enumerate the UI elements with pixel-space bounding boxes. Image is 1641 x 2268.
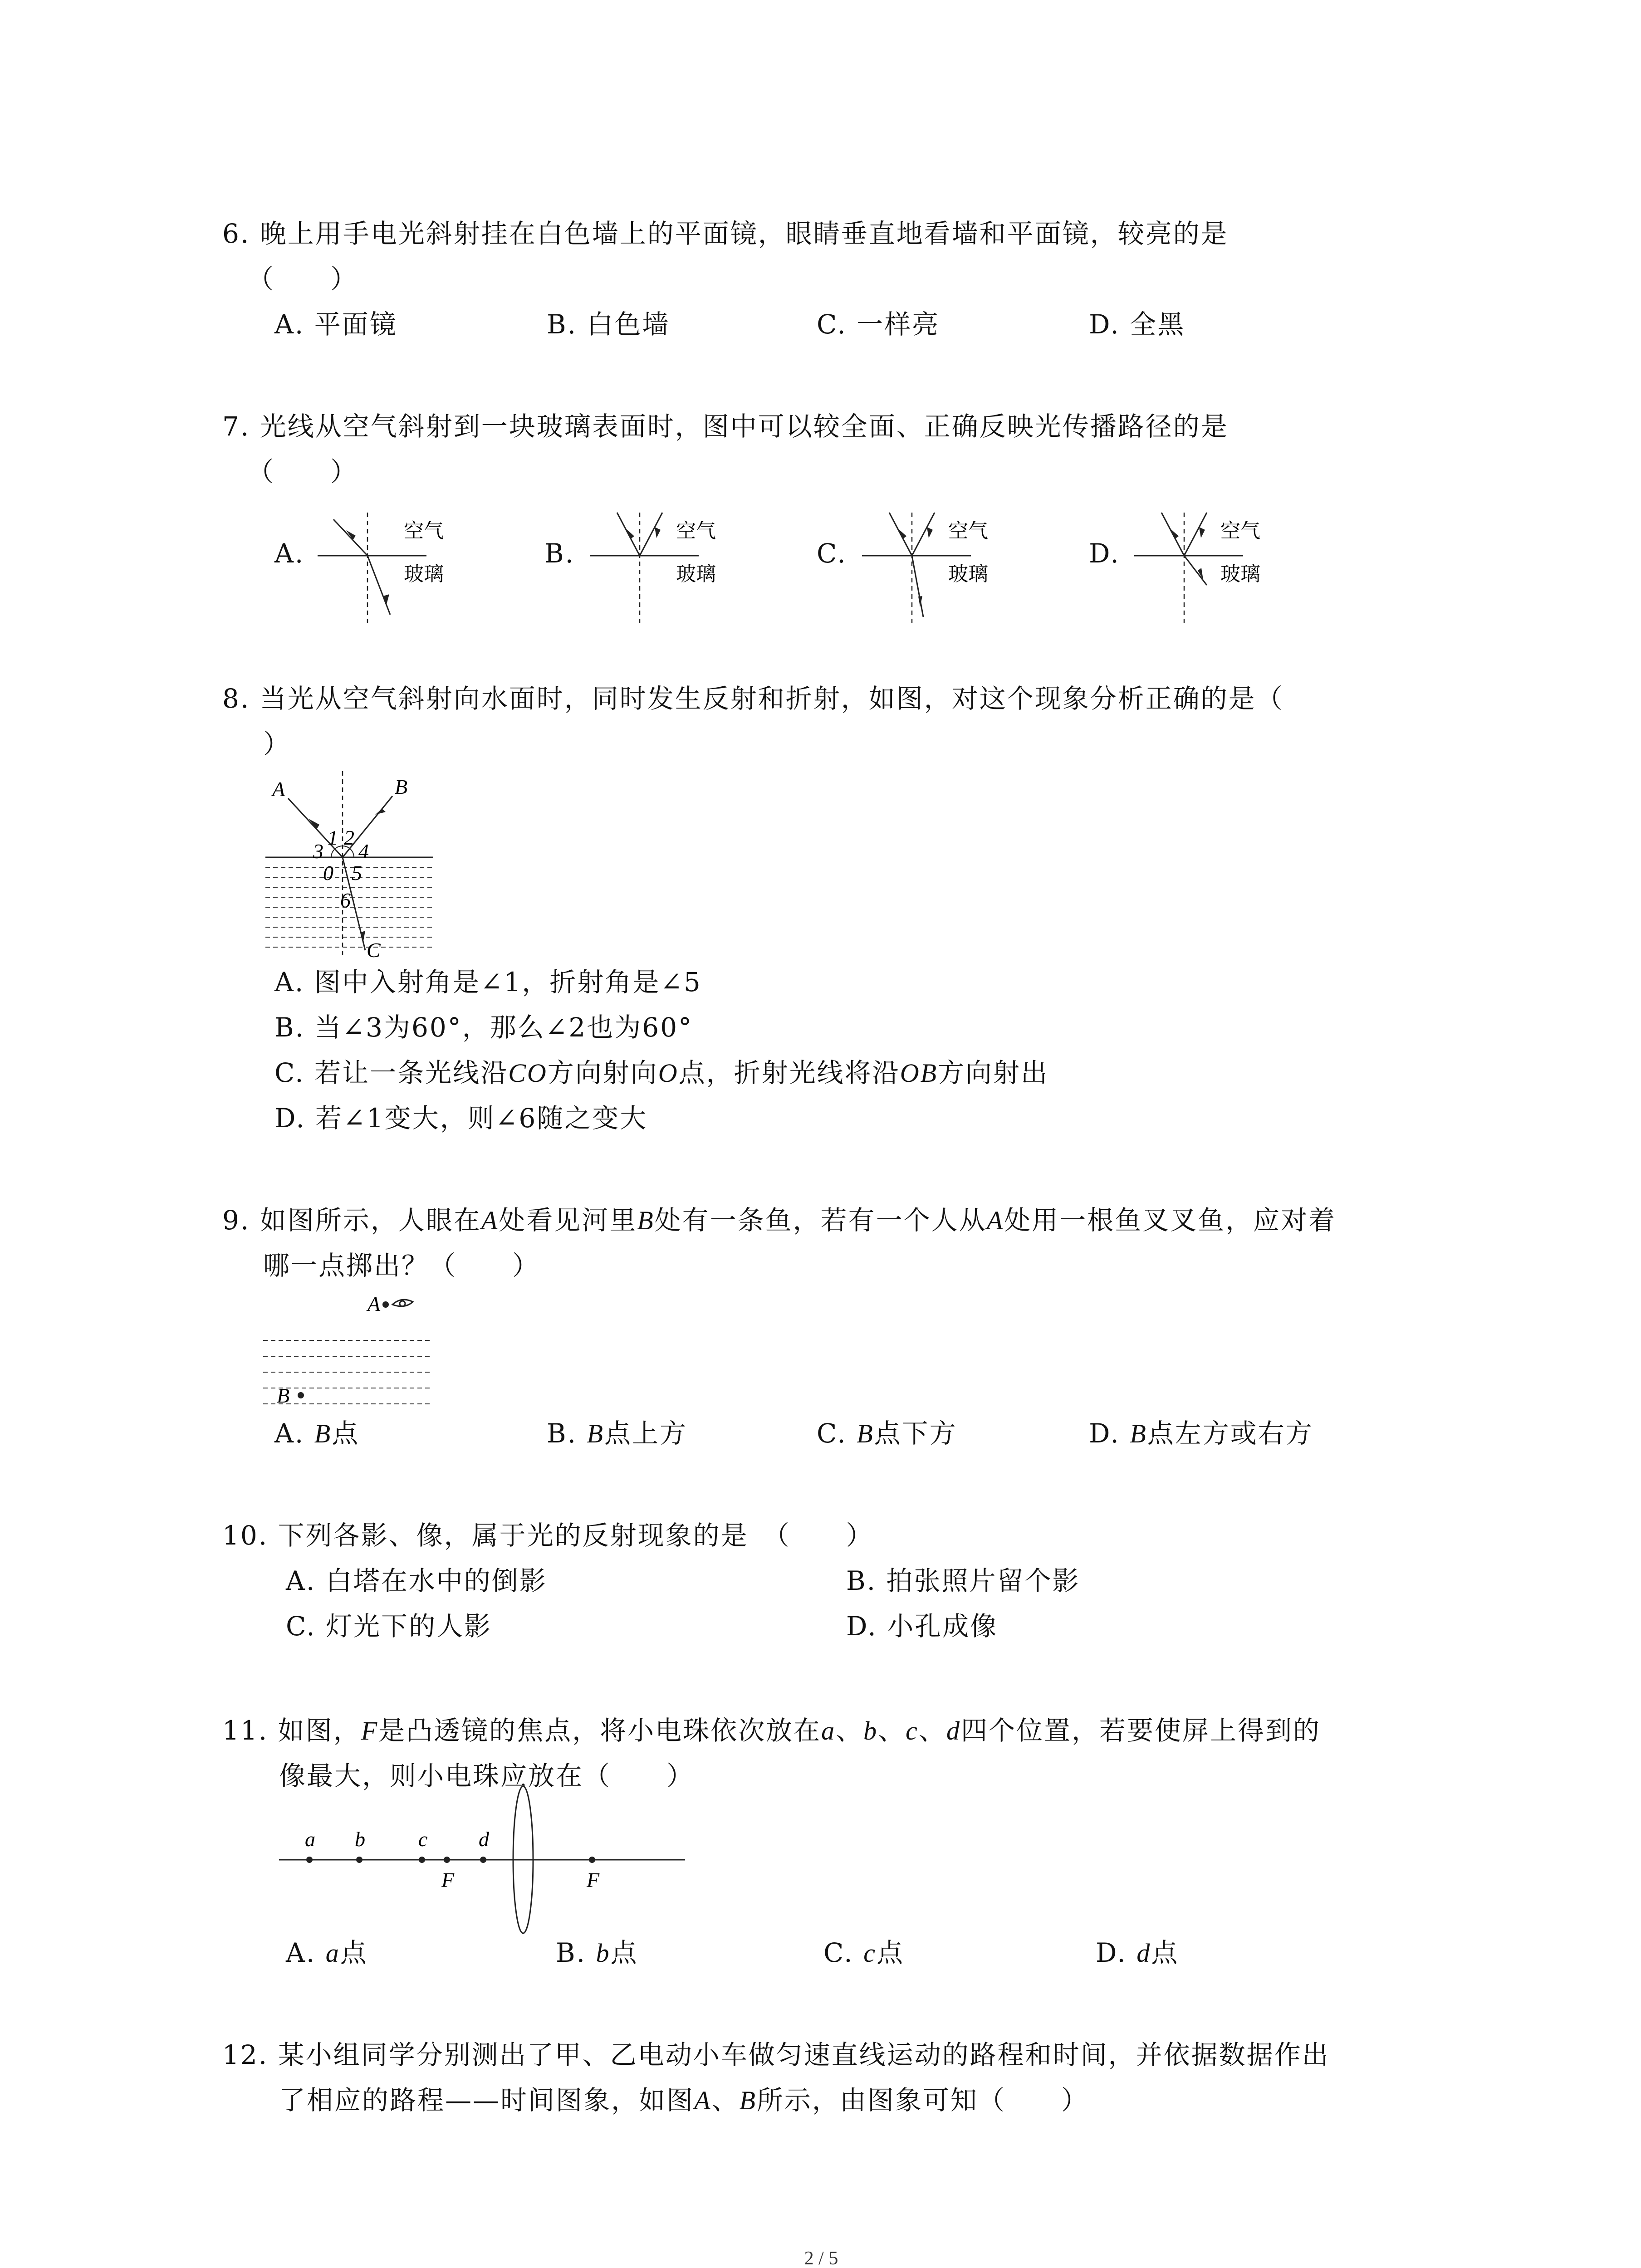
q8-stem: 8. 当光从空气斜射向水面时，同时发生反射和折射，如图，对这个现象分析正确的是（ — [222, 683, 1284, 714]
q6-blank: （ ） — [247, 264, 358, 294]
q11-option-a: A. a点 — [286, 1937, 368, 1968]
page-number: 2 / 5 — [804, 2248, 838, 2268]
q7-option-c: C. — [817, 538, 847, 569]
q11-option-b: B. b点 — [556, 1937, 638, 1968]
q8-option-c: C. 若让一条光线沿CO方向射向O点，折射光线将沿OB方向射出 — [274, 1057, 1049, 1088]
point-d: d — [479, 1828, 489, 1851]
angle-2: 2 — [344, 826, 354, 849]
q8-option-a: A. 图中入射角是∠1，折射角是∠5 — [274, 967, 702, 997]
angle-3: 3 — [313, 840, 323, 863]
q7-diagram-c — [862, 513, 1007, 626]
q7-diagram-a — [318, 513, 463, 626]
q10-option-b: B. 拍张照片留个影 — [846, 1565, 1080, 1596]
q8-option-b: B. 当∠3为60°，那么∠2也为60° — [274, 1012, 693, 1043]
q11-stem-line2: 像最大，则小电珠应放在（ ） — [279, 1760, 695, 1791]
q6-stem: 6. 晚上用手电光斜射挂在白色墙上的平面镜，眼睛垂直地看墙和平面镜，较亮的是 — [222, 218, 1229, 249]
q6-option-b: B. 白色墙 — [547, 309, 670, 340]
q9-stem-line2: 哪一点掷出？（ ） — [263, 1250, 540, 1281]
q6-option-a: A. 平面镜 — [274, 309, 397, 340]
q8-diagram — [263, 771, 445, 962]
q7-option-a: A. — [274, 538, 305, 569]
q7-diagram-b — [590, 513, 735, 626]
q9-stem: 9. 如图所示，人眼在A处看见河里B处有一条鱼，若有一个人从A处用一根鱼叉叉鱼，应对着 — [222, 1205, 1337, 1236]
glass-label: 玻璃 — [948, 562, 988, 586]
q11-option-c: C. c点 — [823, 1937, 904, 1968]
label-c: C — [367, 938, 381, 962]
glass-label: 玻璃 — [1220, 562, 1260, 586]
air-label: 空气 — [404, 519, 444, 543]
q10-option-a: A. 白塔在水中的倒影 — [286, 1565, 547, 1596]
q10-option-d: D. 小孔成像 — [846, 1611, 998, 1642]
focus-right: F — [587, 1868, 600, 1892]
q7-option-d: D. — [1089, 538, 1120, 569]
glass-label: 玻璃 — [404, 562, 444, 586]
q9-option-c: C. B点下方 — [817, 1418, 957, 1449]
q6-option-d: D. 全黑 — [1089, 309, 1185, 340]
q12-stem-line2: 了相应的路程——时间图象，如图A、B所示，由图象可知（ ） — [279, 2085, 1089, 2116]
point-b: b — [355, 1828, 365, 1851]
eye-icon — [392, 1300, 413, 1306]
point-o: 0 — [323, 861, 333, 885]
angle-4: 4 — [358, 840, 369, 863]
q6-option-c: C. 一样亮 — [817, 309, 940, 340]
glass-label: 玻璃 — [676, 562, 716, 586]
label-b: B — [277, 1384, 290, 1407]
angle-6: 6 — [340, 889, 351, 912]
q7-diagram-d — [1134, 513, 1279, 626]
q10-stem: 10. 下列各影、像，属于光的反射现象的是 （ ） — [222, 1520, 874, 1551]
q11-diagram — [272, 1785, 699, 1939]
point-a: a — [305, 1828, 315, 1851]
q8-stem-end: ） — [263, 728, 291, 759]
angle-5: 5 — [352, 861, 362, 885]
q12-stem: 12. 某小组同学分别测出了甲、乙电动小车做匀速直线运动的路程和时间，并依据数据作出 — [222, 2039, 1330, 2070]
focus-left: F — [441, 1868, 455, 1892]
air-label: 空气 — [1220, 519, 1260, 543]
q7-option-b: B. — [544, 538, 575, 569]
q11-option-d: D. d点 — [1096, 1937, 1179, 1968]
point-c: c — [418, 1828, 428, 1851]
q7-blank: （ ） — [247, 456, 358, 487]
q9-option-a: A. B点 — [274, 1418, 360, 1449]
label-a: A — [272, 777, 285, 801]
label-a: A — [367, 1292, 381, 1315]
air-label: 空气 — [676, 519, 716, 543]
q9-option-b: B. B点上方 — [547, 1418, 687, 1449]
q8-option-d: D. 若∠1变大，则∠6随之变大 — [274, 1103, 648, 1134]
q7-stem: 7. 光线从空气斜射到一块玻璃表面时，图中可以较全面、正确反映光传播路径的是 — [222, 411, 1229, 442]
q9-option-d: D. B点左方或右方 — [1089, 1418, 1313, 1449]
q10-option-c: C. 灯光下的人影 — [286, 1611, 492, 1642]
label-b: B — [395, 775, 408, 798]
q11-stem: 11. 如图，F是凸透镜的焦点，将小电珠依次放在a、b、c、d四个位置，若要使屏上得到的 — [222, 1715, 1321, 1746]
air-label: 空气 — [948, 519, 988, 543]
angle-1: 1 — [328, 826, 338, 849]
q9-diagram — [263, 1288, 454, 1415]
